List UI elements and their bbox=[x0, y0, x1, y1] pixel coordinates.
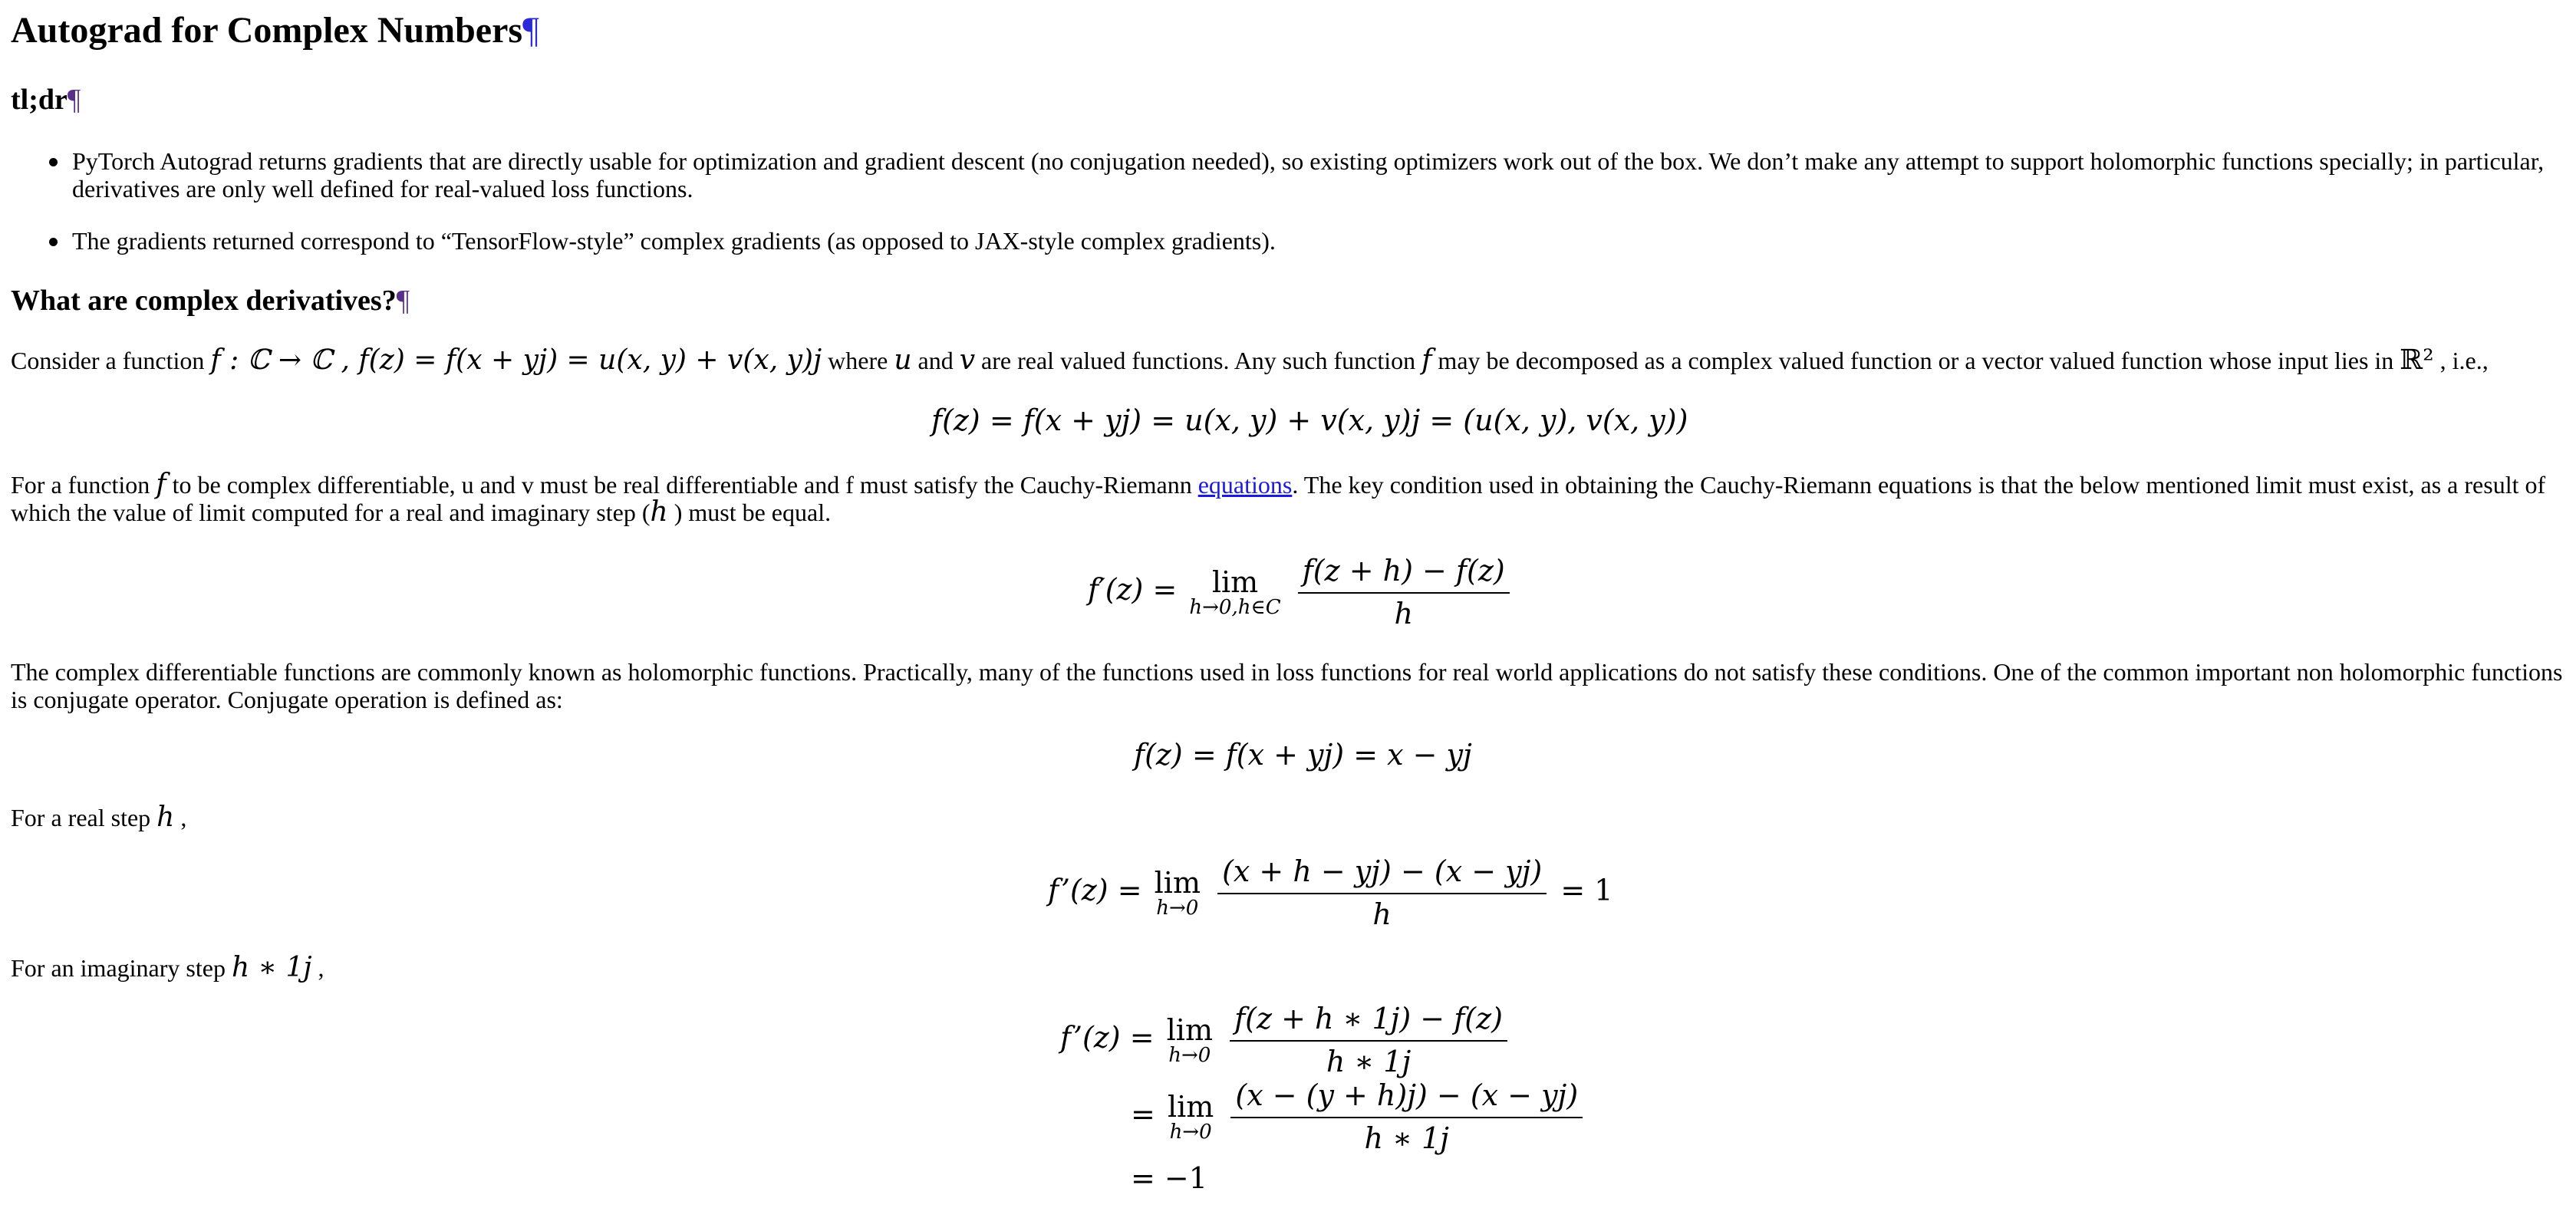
equation-conjugate bbox=[1134, 738, 1472, 772]
eq2-lim-sub: h→0,h∈C bbox=[1189, 596, 1281, 619]
p1-text-end: , i.e., bbox=[2433, 347, 2489, 374]
eq4-denominator: h bbox=[1372, 897, 1392, 931]
p5-text-a: For an imaginary step bbox=[11, 954, 232, 982]
p1-text-c: and bbox=[911, 347, 960, 374]
paragraph-function-definition bbox=[11, 344, 2565, 376]
eq5-line-2 bbox=[1131, 1078, 1587, 1155]
p1-text-a: Consider a function bbox=[11, 347, 211, 374]
tldr-bullet-1-text: PyTorch Autograd returns gradients that are directly usable for optimization and gradient descent (no conjugation needed), so existing optimizers work out of the box. We don’t make any attempt to support holomorphic functions specially; in particular, derivatives are only well defined for real-valued loss functions. bbox=[72, 147, 2545, 202]
eq5-denominator-1: h ∗ 1j bbox=[1326, 1045, 1412, 1078]
p2-text-c: . The key condition used in obtaining the Cauchy-Riemann equations is that the below mentioned limit must exist, as a result of which the value of limit computed for a real and imaginary step ( bbox=[11, 471, 2546, 526]
p1-math-function: f : ℂ → ℂ , f(z) = f(x + yj) = u(x, y) + v(x, y)j bbox=[210, 344, 822, 376]
eq4-numerator: (x + h − yj) − (x − yj) bbox=[1217, 854, 1547, 894]
tldr-list bbox=[11, 147, 2565, 255]
eq5-limit-1 bbox=[1167, 1015, 1213, 1065]
eq5-numerator-1: f(z + h ∗ 1j) − f(z) bbox=[1230, 1002, 1507, 1042]
section-heading-text: What are complex derivatives? bbox=[11, 285, 397, 317]
paragraph-holomorphic: The complex differentiable functions are commonly known as holomorphic functions. Practically, many of the functions used in loss functions for real world applications do not satisfy these conditions. One of the common important non holomorphic functions is conjugate operator. Conjugate operation is defined as: bbox=[11, 658, 2563, 713]
eq3-text: f(z) = f(x + yj) = x − yj bbox=[1134, 738, 1472, 772]
tldr-bullet-2-text: The gradients returned correspond to “TensorFlow-style” complex gradients (as opposed to JAX-style complex gradients). bbox=[72, 227, 1276, 255]
eq2-lim-word: lim bbox=[1211, 565, 1259, 599]
paragraph-cauchy-riemann bbox=[11, 471, 2565, 526]
tldr-permalink[interactable]: ¶ bbox=[67, 84, 81, 116]
eq4-lhs: f’(z) = bbox=[1048, 873, 1142, 907]
equation-limit-definition bbox=[1088, 554, 1514, 630]
tldr-bullet-1 bbox=[11, 147, 2565, 202]
p1-math-r2: ℝ² bbox=[2400, 344, 2434, 376]
eq2-fraction bbox=[1298, 554, 1510, 630]
p4-text-a: For a real step bbox=[11, 804, 157, 831]
eq4-lim-sub: h→0 bbox=[1156, 897, 1199, 920]
section-heading bbox=[11, 284, 410, 318]
eq5-denominator-2: h ∗ 1j bbox=[1364, 1121, 1449, 1155]
eq4-lim-word: lim bbox=[1154, 866, 1201, 900]
eq2-limit bbox=[1189, 567, 1280, 617]
eq4-fraction bbox=[1217, 854, 1547, 931]
eq5-lhs: f’(z) = bbox=[1060, 1020, 1155, 1055]
eq5-equals: = bbox=[1131, 1097, 1155, 1131]
p5-math-h: h ∗ 1j bbox=[231, 952, 312, 983]
tldr-heading bbox=[11, 83, 81, 117]
p2-math-f: f bbox=[156, 469, 166, 500]
p1-text-b: where bbox=[822, 347, 894, 374]
p1-text-d: are real valued functions. Any such function bbox=[975, 347, 1422, 374]
p1-text-e: may be decomposed as a complex valued function or a vector valued function whose input lies in bbox=[1431, 347, 2400, 374]
p4-math-h: h bbox=[156, 802, 175, 833]
eq5-lim-word-2: lim bbox=[1167, 1090, 1214, 1124]
eq5-result: = −1 bbox=[1131, 1161, 1207, 1195]
eq2-lhs: f′(z) = bbox=[1088, 572, 1178, 607]
eq1-text: f(z) = f(x + yj) = u(x, y) + v(x, y)j = (u(x, y), v(x, y)) bbox=[931, 403, 1688, 437]
page-title bbox=[11, 9, 539, 51]
eq4-limit bbox=[1155, 867, 1201, 918]
title-permalink[interactable]: ¶ bbox=[522, 10, 539, 51]
section-permalink[interactable]: ¶ bbox=[396, 285, 410, 317]
eq5-lim-word-1: lim bbox=[1166, 1013, 1213, 1047]
equation-decomposition bbox=[931, 403, 1688, 437]
equation-real-step bbox=[1048, 854, 1612, 931]
page-title-text: Autograd for Complex Numbers bbox=[11, 10, 523, 51]
p1-math-u: u bbox=[894, 344, 912, 376]
paragraph-real-step bbox=[11, 804, 2565, 831]
eq4-rhs: = 1 bbox=[1560, 873, 1613, 907]
eq2-numerator: f(z + h) − f(z) bbox=[1298, 554, 1510, 594]
p5-text-b: , bbox=[311, 954, 324, 982]
equations-link[interactable]: equations bbox=[1197, 471, 1293, 499]
eq5-limit-2 bbox=[1168, 1091, 1214, 1142]
tldr-heading-text: tl;dr bbox=[11, 84, 68, 116]
p2-text-a: For a function bbox=[11, 471, 156, 499]
p2-math-h: h bbox=[650, 496, 668, 528]
p1-math-v: v bbox=[959, 344, 976, 376]
eq5-numerator-2: (x − (y + h)j) − (x − yj) bbox=[1230, 1078, 1583, 1118]
eq5-lim-sub-1: h→0 bbox=[1168, 1044, 1211, 1067]
eq5-line-3 bbox=[1131, 1161, 1207, 1195]
p1-math-f: f bbox=[1421, 344, 1432, 376]
p2-text-b: to be complex differentiable, u and v must be real differentiable and f must satisfy the Cauchy-Riemann bbox=[166, 471, 1198, 499]
eq2-denominator: h bbox=[1394, 597, 1413, 630]
p2-text-d: ) must be equal. bbox=[667, 499, 832, 526]
p4-text-b: , bbox=[174, 804, 187, 831]
tldr-bullet-2 bbox=[11, 227, 2565, 255]
paragraph-imaginary-step bbox=[11, 954, 2565, 982]
eq5-fraction-1 bbox=[1230, 1002, 1507, 1078]
eq5-line-1 bbox=[1060, 1002, 1512, 1078]
eq5-lim-sub-2: h→0 bbox=[1169, 1121, 1212, 1144]
eq5-fraction-2 bbox=[1230, 1078, 1583, 1155]
